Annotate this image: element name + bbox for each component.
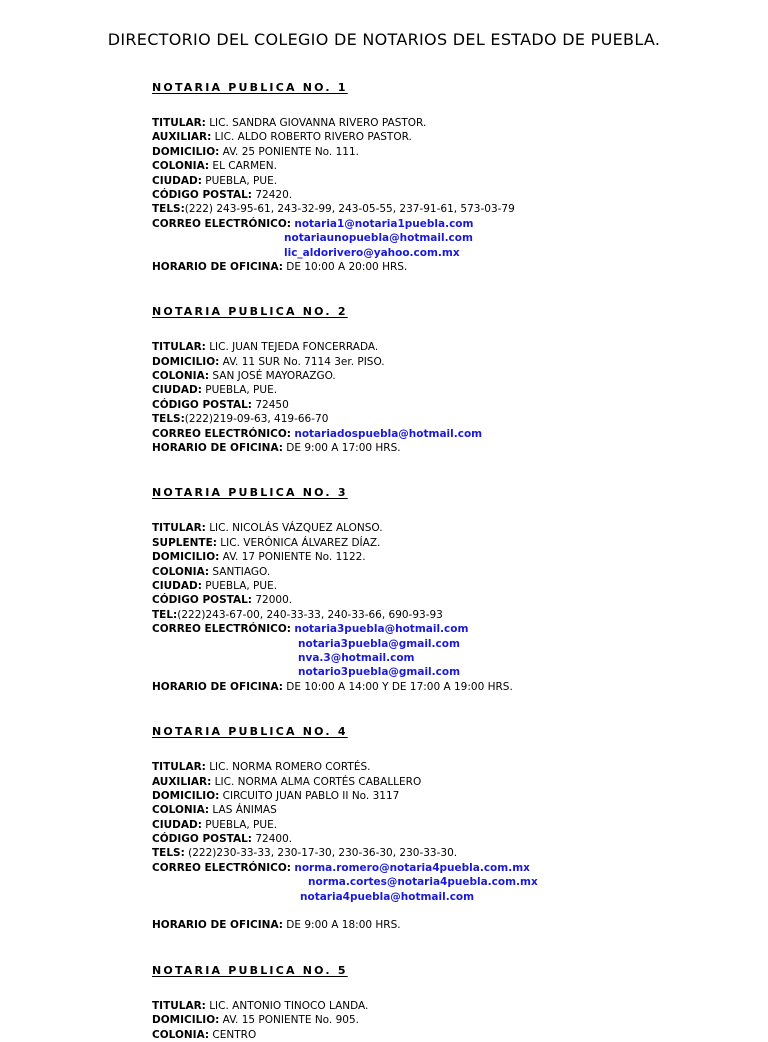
notaria-5	[152, 963, 752, 1042]
horario-line	[152, 260, 752, 274]
codigo-postal-line	[152, 188, 752, 202]
field-value: 72450	[252, 398, 289, 411]
field-value: PUEBLA, PUE.	[201, 384, 278, 397]
field-label: HORARIO DE OFICINA:	[152, 260, 283, 273]
email-link[interactable]: notaria4puebla@hotmail.com	[300, 890, 475, 903]
field-value: PUEBLA, PUE.	[201, 579, 278, 592]
domicilio-line	[152, 789, 752, 803]
field-value: LIC. ALDO ROBERTO RIVERO PASTOR.	[211, 131, 412, 144]
titular-line	[152, 116, 752, 130]
notaria-heading: NOTARIA PUBLICA NO. 4	[152, 725, 348, 739]
field-value: LIC. NORMA ROMERO CORTÉS.	[205, 761, 371, 774]
field-value: CENTRO	[209, 1028, 257, 1041]
tels-line	[152, 412, 752, 426]
correo-line	[152, 890, 752, 904]
titular-line	[152, 340, 752, 354]
colonia-line	[152, 803, 752, 817]
field-value: LIC. ANTONIO TINOCO LANDA.	[205, 999, 369, 1012]
field-label: DOMICILIO:	[152, 355, 220, 368]
correo-line	[152, 861, 752, 875]
field-value: AV. 17 PONIENTE No. 1122.	[219, 551, 366, 564]
field-value: DE 10:00 A 20:00 HRS.	[282, 260, 408, 273]
notaria-heading: NOTARIA PUBLICA NO. 5	[152, 963, 348, 977]
email-link[interactable]: notariaunopuebla@hotmail.com	[284, 232, 473, 245]
field-label: CÓDIGO POSTAL:	[152, 594, 253, 607]
field-label: HORARIO DE OFICINA:	[152, 442, 283, 455]
field-label: CÓDIGO POSTAL:	[152, 188, 253, 201]
field-label: CORREO ELECTRÓNICO:	[152, 427, 291, 440]
field-label: TITULAR:	[152, 999, 206, 1012]
page-title: DIRECTORIO DEL COLEGIO DE NOTARIOS DEL ESTADO DE PUEBLA.	[107, 30, 661, 49]
email-link[interactable]: norma.romero@notaria4puebla.com.mx	[294, 861, 530, 874]
field-value: LIC. SANDRA GIOVANNA RIVERO PASTOR.	[205, 117, 427, 129]
field-label: COLONIA:	[152, 160, 210, 173]
suplente-line	[152, 536, 752, 550]
field-label: TITULAR:	[152, 761, 206, 774]
field-label: TITULAR:	[152, 341, 206, 354]
directory-content	[152, 80, 752, 1042]
field-label: COLONIA:	[152, 804, 210, 817]
field-value: DE 9:00 A 17:00 HRS.	[282, 442, 401, 455]
correo-line	[152, 875, 752, 889]
field-value: PUEBLA, PUE.	[201, 174, 278, 187]
notaria-heading: NOTARIA PUBLICA NO. 3	[152, 486, 348, 500]
colonia-line	[152, 1028, 752, 1042]
field-label: TELS:	[152, 203, 185, 216]
field-label: CORREO ELECTRÓNICO:	[152, 861, 291, 874]
auxiliar-line	[152, 775, 752, 789]
domicilio-line	[152, 145, 752, 159]
field-label: DOMICILIO:	[152, 551, 220, 564]
email-link[interactable]: norma.cortes@notaria4puebla.com.mx	[308, 876, 538, 889]
titular-line	[152, 999, 752, 1013]
notaria-4	[152, 724, 752, 933]
field-label: CORREO ELECTRÓNICO:	[152, 623, 291, 636]
field-value: CIRCUITO JUAN PABLO II No. 3117	[219, 789, 400, 802]
email-link[interactable]: notaria3puebla@hotmail.com	[294, 623, 469, 636]
domicilio-line	[152, 355, 752, 369]
field-label: TELS:	[152, 413, 185, 426]
codigo-postal-line	[152, 832, 752, 846]
email-link[interactable]: notario3puebla@gmail.com	[298, 666, 461, 679]
field-label: SUPLENTE:	[152, 536, 217, 549]
field-label: TITULAR:	[152, 522, 206, 535]
field-value: LIC. VERÓNICA ÁLVAREZ DÍAZ.	[216, 536, 381, 549]
horario-line	[152, 918, 752, 932]
field-value: (222)243-67-00, 240-33-33, 240-33-66, 690-93-93	[177, 608, 443, 621]
field-value: EL CARMEN.	[209, 160, 277, 173]
field-label: DOMICILIO:	[152, 789, 220, 802]
field-value: 72420.	[252, 188, 293, 201]
field-label: HORARIO DE OFICINA:	[152, 919, 283, 932]
colonia-line	[152, 159, 752, 173]
correo-line	[152, 637, 752, 651]
field-value: LIC. NORMA ALMA CORTÉS CABALLERO	[211, 775, 422, 788]
colonia-line	[152, 369, 752, 383]
horario-line	[152, 441, 752, 455]
field-value: AV. 11 SUR No. 7114 3er. PISO.	[219, 355, 385, 368]
field-value: 72000.	[252, 594, 293, 607]
notaria-2	[152, 304, 752, 455]
notaria-3	[152, 485, 752, 694]
field-value: SANTIAGO.	[209, 565, 271, 578]
tel-line	[152, 608, 752, 622]
field-value: (222)230-33-33, 230-17-30, 230-36-30, 230-33-30.	[184, 847, 458, 860]
field-value: DE 9:00 A 18:00 HRS.	[282, 919, 401, 932]
titular-line	[152, 760, 752, 774]
field-label: TELS:	[152, 847, 185, 860]
field-value: PUEBLA, PUE.	[201, 818, 278, 831]
field-label: CIUDAD:	[152, 818, 202, 831]
field-label: TEL:	[152, 608, 178, 621]
field-value: LIC. NICOLÁS VÁZQUEZ ALONSO.	[205, 522, 383, 535]
notaria-heading: NOTARIA PUBLICA NO. 2	[152, 305, 348, 319]
email-link[interactable]: nva.3@hotmail.com	[298, 651, 415, 664]
tels-line	[152, 846, 752, 860]
field-label: COLONIA:	[152, 370, 210, 383]
horario-line	[152, 680, 752, 694]
field-label: CIUDAD:	[152, 579, 202, 592]
notaria-1	[152, 80, 752, 274]
field-label: COLONIA:	[152, 1028, 210, 1041]
ciudad-line	[152, 383, 752, 397]
field-label: AUXILIAR:	[152, 131, 212, 144]
field-label: CIUDAD:	[152, 174, 202, 187]
field-label: DOMICILIO:	[152, 145, 220, 158]
email-link[interactable]: notariadospuebla@hotmail.com	[294, 427, 483, 440]
correo-line	[152, 665, 752, 679]
field-label: TITULAR:	[152, 117, 206, 129]
field-label: HORARIO DE OFICINA:	[152, 680, 283, 693]
correo-line	[152, 651, 752, 665]
correo-line	[152, 217, 752, 231]
field-value: LIC. JUAN TEJEDA FONCERRADA.	[205, 341, 379, 354]
field-value: AV. 15 PONIENTE No. 905.	[219, 1014, 359, 1027]
titular-line	[152, 521, 752, 535]
field-label: CÓDIGO POSTAL:	[152, 833, 253, 846]
ciudad-line	[152, 579, 752, 593]
correo-line	[152, 427, 752, 441]
email-link[interactable]: notaria1@notaria1puebla.com	[294, 217, 474, 230]
auxiliar-line	[152, 130, 752, 144]
field-label: AUXILIAR:	[152, 775, 212, 788]
field-label: DOMICILIO:	[152, 1014, 220, 1027]
email-link[interactable]: notaria3puebla@gmail.com	[298, 637, 460, 650]
correo-line	[152, 622, 752, 636]
correo-line	[152, 231, 752, 245]
field-value: 72400.	[252, 833, 293, 846]
domicilio-line	[152, 1013, 752, 1027]
email-link[interactable]: lic_aldorivero@yahoo.com.mx	[284, 246, 460, 259]
ciudad-line	[152, 818, 752, 832]
field-value: SAN JOSÉ MAYORAZGO.	[209, 370, 336, 383]
codigo-postal-line	[152, 398, 752, 412]
field-label: COLONIA:	[152, 565, 210, 578]
ciudad-line	[152, 174, 752, 188]
domicilio-line	[152, 550, 752, 564]
notaria-heading: NOTARIA PUBLICA NO. 1	[152, 81, 348, 94]
field-value: AV. 25 PONIENTE No. 111.	[219, 145, 359, 158]
field-label: CÓDIGO POSTAL:	[152, 398, 253, 411]
field-label: CIUDAD:	[152, 384, 202, 397]
codigo-postal-line	[152, 593, 752, 607]
correo-line	[152, 246, 752, 260]
tels-line	[152, 202, 752, 216]
field-value: (222)219-09-63, 419-66-70	[184, 413, 329, 426]
field-label: CORREO ELECTRÓNICO:	[152, 217, 291, 230]
field-value: (222) 243-95-61, 243-32-99, 243-05-55, 237-91-61, 573-03-79	[184, 203, 515, 216]
field-value: DE 10:00 A 14:00 Y DE 17:00 A 19:00 HRS.	[282, 680, 513, 693]
field-value: LAS ÁNIMAS	[209, 804, 277, 817]
colonia-line	[152, 565, 752, 579]
